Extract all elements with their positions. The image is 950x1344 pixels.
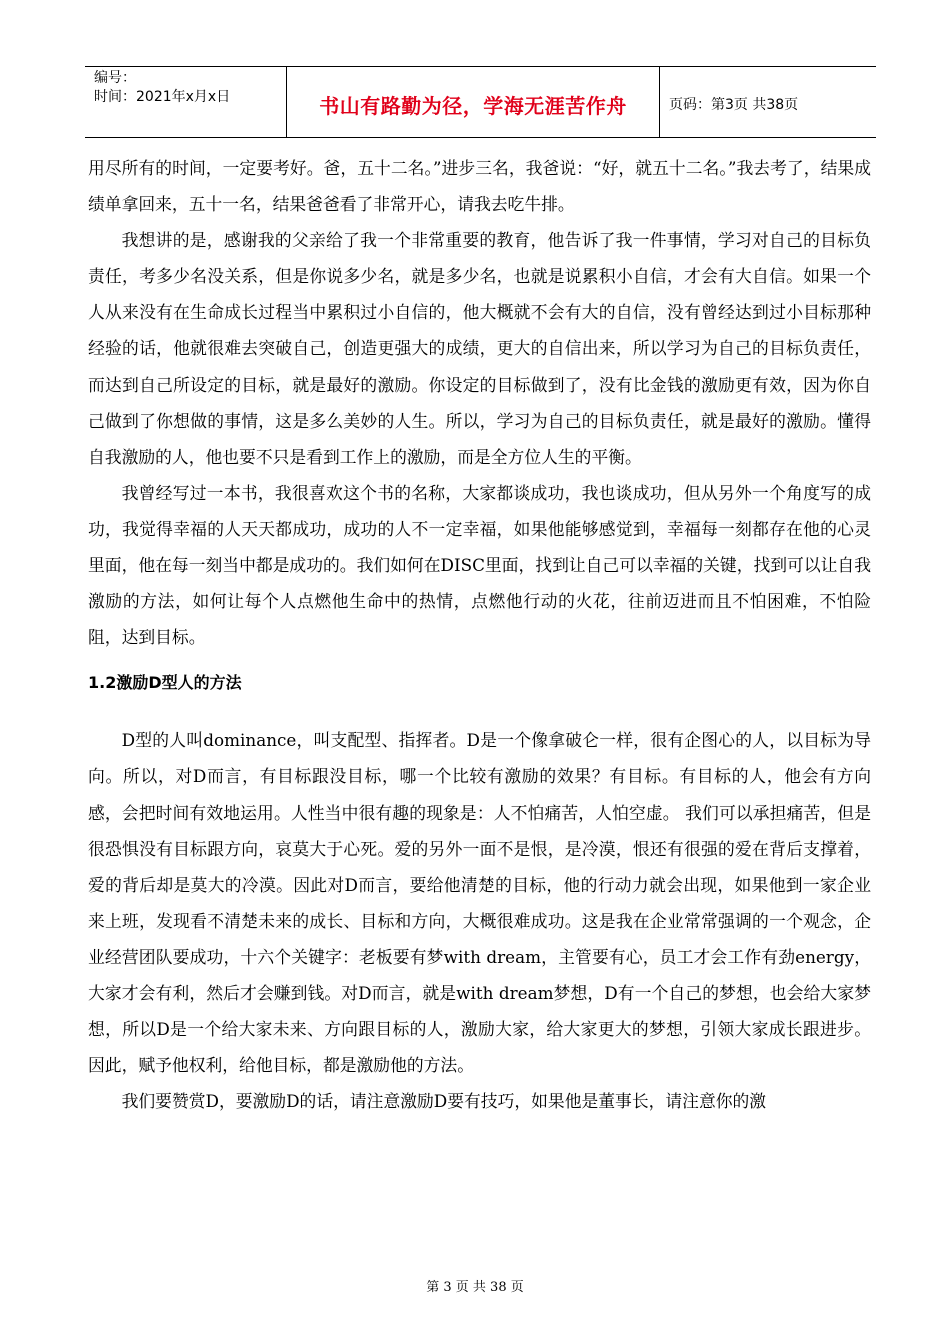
spacer: [88, 696, 871, 722]
paragraph: 用尽所有的时间，一定要考好。爸，五十二名。”进步三名，我爸说：“好，就五十二名。”我去考了，结果成绩单拿回来，五十一名，结果爸爸看了非常开心，请我去吃牛排。: [88, 158, 871, 215]
paragraph: 我们要赞赏D，要激励D的话，请注意激励D要有技巧，如果他是董事长，请注意你的激: [121, 1091, 767, 1112]
header-page-info: 页码：第3页 共38页: [669, 97, 799, 113]
page-footer: 第 3 页 共 38 页: [426, 1280, 524, 1295]
header-meta: [85, 67, 287, 137]
document-body: [88, 150, 871, 1119]
time-label: 时间：2021年x月x日: [94, 89, 231, 105]
serial-label: 编号：: [94, 70, 136, 86]
section-heading: 1.2激励D型人的方法: [88, 673, 242, 693]
paragraph: D型的人叫dominance，叫支配型、指挥者。D是一个像拿破仑一样，很有企图心的人，以目标为导向。所以，对D而言，有目标跟没目标，哪一个比较有激励的效果？有目标。有目标的人，他会有方向感，会把时间有效地运用。人性当中很有趣的现象是：人不怕痛苦，人怕空虚。 我们可以承担痛苦，但是很恐惧没有目标跟方向，哀莫大于心死。爱的另外一面不是恨，是冷漠，恨还有很强的爱在背后支撑着，爱的背后却是莫大的冷漠。因此对D而言，要给他清楚的目标，他的行动力就会出现，如果他到一家企业来上班，发现看不清楚未来的成长、目标和方向，大概很难成功。这是我在企业常常强调的一个观念，企业经营团队要成功，十六个关键字：老板要有梦with dream，主管要有心，员工才会工作有劲energy，大家才会有利，然后才会赚到钱。对D而言，就是with dream梦想，D有一个自己的梦想，也会给大家梦想，所以D是一个给大家未来、方向跟目标的人，激励大家，给大家更大的梦想，引领大家成长跟进步。因此，赋予他权利，给他目标，都是激励他的方法。: [88, 730, 871, 1076]
header-motto: 书山有路勤为径，学海无涯苦作舟: [287, 67, 660, 137]
page-header: [85, 66, 876, 138]
paragraph: 我想讲的是，感谢我的父亲给了我一个非常重要的教育，他告诉了我一件事情，学习对自己的目标负责任，考多少名没关系，但是你说多少名，就是多少名，也就是说累积小自信，才会有大自信。如果一个人从来没有在生命成长过程当中累积过小自信的，他大概就不会有大的自信，没有曾经达到过小目标那种经验的话，他就很难去突破自己，创造更强大的成绩，更大的自信出来，所以学习为自己的目标负责任，而达到自己所设定的目标，就是最好的激励。你设定的目标做到了，没有比金钱的激励更有效，因为你自己做到了你想做的事情，这是多么美妙的人生。所以，学习为自己的目标负责任，就是最好的激励。懂得自我激励的人，他也要不只是看到工作上的激励，而是全方位人生的平衡。: [88, 230, 871, 467]
paragraph: 我曾经写过一本书，我很喜欢这个书的名称，大家都谈成功，我也谈成功，但从另外一个角度写的成功，我觉得幸福的人天天都成功，成功的人不一定幸福，如果他能够感觉到，幸福每一刻都存在他的心灵里面，他在每一刻当中都是成功的。我们如何在DISC里面，找到让自己可以幸福的关键，找到可以让自我激励的方法，如何让每个人点燃他生命中的热情，点燃他行动的火花，往前迈进而且不怕困难，不怕险阻，达到目标。: [88, 482, 871, 648]
